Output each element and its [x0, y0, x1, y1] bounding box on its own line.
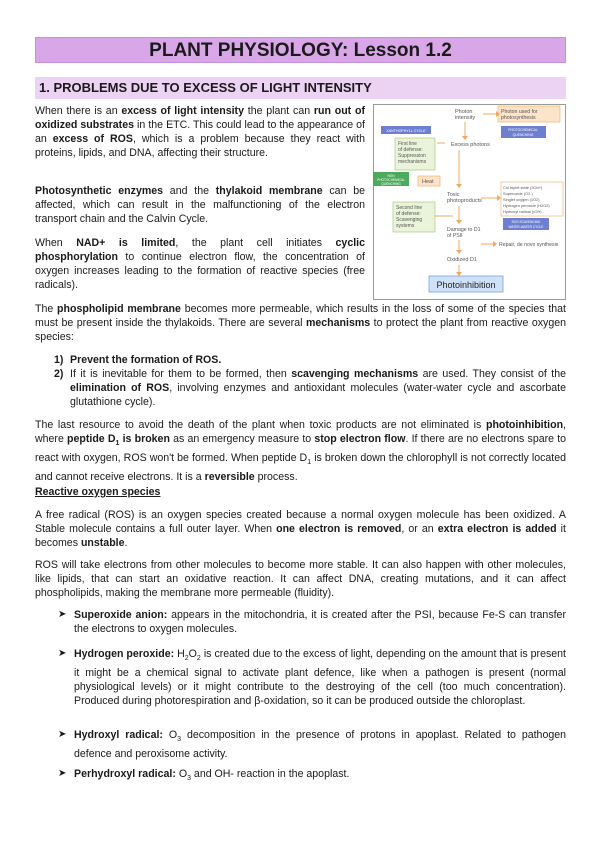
diagram-nonphoto: NON PHOTOCHEMICAL QUENCHING — [377, 174, 405, 186]
arrow-bullet-icon: ➤ — [58, 729, 67, 740]
mechanism-item-1: 1) Prevent the formation of ROS. — [54, 354, 222, 366]
diagram-photon-intensity: Photon intensity — [455, 109, 476, 121]
diagram-oxidized: Oxidized D1 — [447, 257, 477, 263]
ros-paragraph-1: A free radical (ROS) is an oxygen species created because a normal oxygen molecule has been oxidized. A Stable molecule contains a full outer layer. When one electron is removed, or an extra electron is added it becomes unstable. — [35, 509, 566, 549]
diagram-repair: Repair, de novo synthesis — [499, 242, 559, 248]
intro-paragraph-3: When NAD+ is limited, the plant cell initiates cyclic phosphorylation to continue electron flow, the concentration of oxygen increases leading to the formation of reactive species (free radicals). — [35, 237, 365, 291]
last-resort-paragraph: The last resource to avoid the death of the plant when toxic products are not eliminated is photoinhibition, where peptide $D_1$ is broken as an emergency measure to stop electron flow. If there are no electrons spare to react with oxygen, ROS won't be formed. When peptide $D_1$ is broken down the chlorophyll is not correctly located and cannot receive electrons. It is a reversible process. — [35, 419, 567, 484]
species-item-hydrogen-peroxide: ➤ Hydrogen peroxide: $H_2O_2$ is created due to the excess of light, depending on the amount that is present it might be a chemical signal to activate plant defence, like when a pathogen is present (normal physiological levels) or it might contribute to the destroying of the cell (too much concentration). Produced during photorespiration and β-oxidation, so it can be produced outside the chloroplast. — [58, 648, 566, 708]
diagram-photon-used: Photon used for photosynthesis — [501, 109, 538, 121]
intro-paragraph-4: The phospholipid membrane becomes more permeable, which results in the loss of some of the species that must be present inside the thylakoids. There are several mechanisms to protect the plant from reactive oxygen species: — [35, 303, 567, 343]
diagram-damage: Damage to D1 of PSII — [447, 227, 481, 239]
species-item-superoxide: ➤ Superoxide anion: appears in the mitochondria, it is created after the PSI, because Fe-S can transfer the electrons to oxygen molecules. — [58, 609, 566, 635]
diagram-species-list: Chl triplet state (3Chl*) Superoxide (O2-) Singlet oxygen (1O2) Hydrogen peroxide (H2O2) Hydroxyl radical (•OH) — [503, 185, 550, 214]
species-item-hydroxyl: ➤ Hydroxyl radical: $O_3$ decomposition in the presence of protons in apoplast. Related to pathogen defence and peroxisome activity. — [58, 729, 567, 761]
diagram-xanthophyll: XANTHOPHYLL CYCLE — [386, 129, 426, 133]
diagram-photochemical: PHOTOCHEMICAL QUENCHING — [508, 128, 538, 137]
arrow-bullet-icon: ➤ — [58, 648, 67, 659]
arrow-bullet-icon: ➤ — [58, 609, 67, 620]
diagram-toxic: Toxic photoproducts — [447, 192, 482, 204]
section-heading: 1. PROBLEMS DUE TO EXCESS OF LIGHT INTENSITY — [35, 77, 566, 99]
ros-paragraph-2: ROS will take electrons from other molecules to become more stable. It can also happen with other molecules, like lipids, that can start an oxidative reaction. It can affect DNA, creating mutations, and it can affect phospholipids, making the membrane more permeable (fluidity). — [35, 559, 566, 599]
intro-paragraph-1: When there is an excess of light intensity the plant can run out of oxidized substrates in the ETC. This could lead to the appearance of an excess of ROS, which is a problem because they react with proteins, lipids, and DNA, affecting their structure. — [35, 105, 365, 159]
species-item-perhydroxyl: ➤ Perhydroxyl radical: $O_3$ and OH- reaction in the apoplast. — [58, 768, 350, 783]
diagram-ros-scavenging: ROS SCAVENGING WATER-WATER CYCLE — [508, 220, 544, 229]
diagram-excess-photons: Excess photons — [451, 142, 490, 148]
mechanism-item-2: 2) If it is inevitable for them to be formed, then scavenging mechanisms are used. They consist of the elimination of ROS, involving enzymes and antioxidant molecules (water-water cycle and ascorbate glutathione cycle). — [54, 368, 567, 408]
ros-heading: Reactive oxygen species — [35, 486, 161, 498]
arrow-bullet-icon: ➤ — [58, 768, 67, 779]
intro-paragraph-2: Photosynthetic enzymes and the thylakoid membrane can be affected, which can result in the malfunctioning of the electron transport chain and the Calvin Cycle. — [35, 185, 366, 225]
diagram-photoinhibition: Photoinhibition — [436, 280, 496, 290]
diagram-heat: Heat — [422, 179, 434, 185]
photoinhibition-diagram — [373, 104, 566, 300]
page-title: PLANT PHYSIOLOGY: Lesson 1.2 — [35, 37, 566, 63]
diagram-first-line: First line of defense: Suppression mechanisms — [398, 141, 427, 165]
diagram-second-line: Second line of defense: Scavenging systems — [396, 205, 423, 229]
